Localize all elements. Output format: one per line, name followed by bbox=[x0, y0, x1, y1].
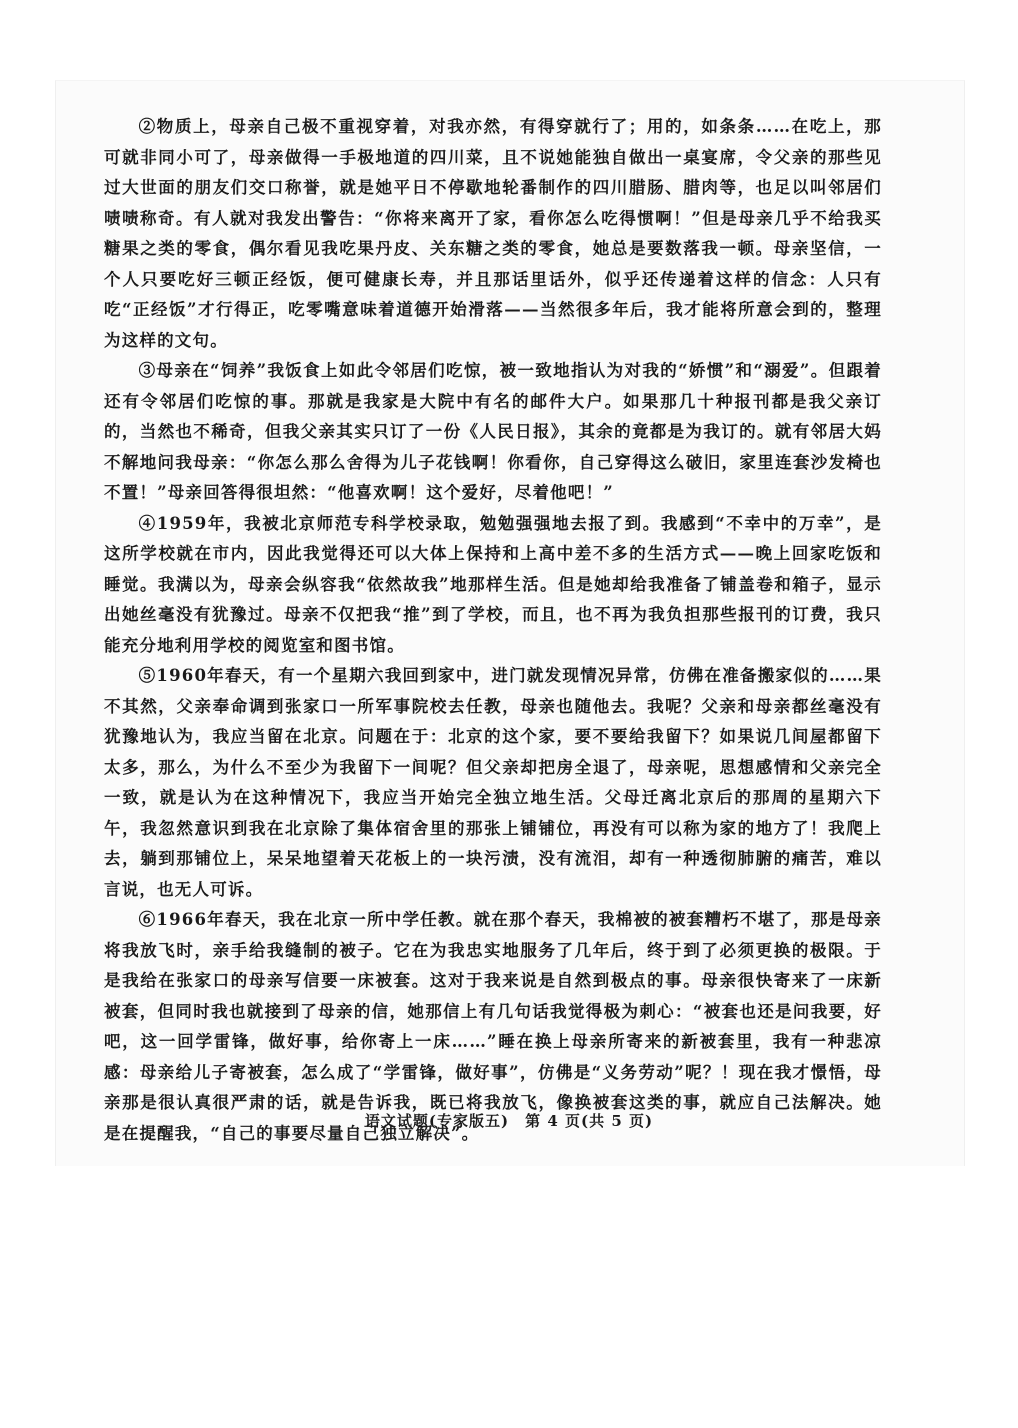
passage-text bbox=[104, 112, 882, 1149]
paragraph-4: ④1959年，我被北京师范专科学校录取，勉勉强强地去报了到。我感到“不幸中的万幸”，是这所学校就在市内，因此我觉得还可以大体上保持和上高中差不多的生活方式——晚上回家吃饭和睡觉。我满以为，母亲会纵容我“依然故我”地那样生活。但是她却给我准备了铺盖卷和箱子，显示出她丝毫没有犹豫过。母亲不仅把我“推”到了学校，而且，也不再为我负担那些报刊的订费，我只能充分地利用学校的阅览室和图书馆。 bbox=[104, 513, 882, 655]
page-footer: 语文试题(专家版五) 第 4 页(共 5 页) bbox=[364, 1112, 654, 1130]
paragraph-5: ⑤1960年春天，有一个星期六我回到家中，进门就发现情况异常，仿佛在准备搬家似的……果不其然，父亲奉命调到张家口一所军事院校去任教，母亲也随他去。我呢？父亲和母亲都丝毫没有犹豫地认为，我应当留在北京。问题在于：北京的这个家，要不要给我留下？如果说几间屋都留下太多，那么，为什么不至少为我留下一间呢？但父亲却把房全退了，母亲呢，思想感情和父亲完全一致，就是认为在这种情况下，我应当开始完全独立地生活。父母迁离北京后的那周的星期六下午，我忽然意识到我在北京除了集体宿舍里的那张上铺铺位，再没有可以称为家的地方了！我爬上去，躺到那铺位上，呆呆地望着天花板上的一块污渍，没有流泪，却有一种透彻肺腑的痛苦，难以言说，也无人可诉。 bbox=[104, 666, 882, 899]
paragraph-6: ⑥1966年春天，我在北京一所中学任教。就在那个春天，我棉被的被套糟朽不堪了，那是母亲将我放飞时，亲手给我缝制的被子。它在为我忠实地服务了几年后，终于到了必须更换的极限。于是我给在张家口的母亲写信要一床被套。这对于我来说是自然到极点的事。母亲很快寄来了一床新被套，但同时我也就接到了母亲的信，她那信上有几句话我觉得极为刺心：“被套也还是问我要，好吧，这一回学雷锋，做好事，给你寄上一床……”睡在换上母亲所寄来的新被套里，我有一种悲凉感：母亲给儿子寄被套，怎么成了“学雷锋，做好事”，仿佛是“义务劳动”呢？！现在我才憬悟，母亲那是很认真很严肃的话，就是告诉我，既已将我放飞，像换被套这类的事，就应自己法解决。她是在提醒我，“自己的事要尽量自己独立解决”。 bbox=[104, 910, 882, 1143]
paragraph-2: ②物质上，母亲自己极不重视穿着，对我亦然，有得穿就行了；用的，如条条……在吃上，那可就非同小可了，母亲做得一手极地道的四川菜，且不说她能独自做出一桌宴席，令父亲的那些见过大世面的朋友们交口称誉，就是她平日不停歇地轮番制作的四川腊肠、腊肉等，也足以叫邻居们啧啧称奇。有人就对我发出警告：“你将来离开了家，看你怎么吃得惯啊！”但是母亲几乎不给我买糖果之类的零食，偶尔看见我吃果丹皮、关东糖之类的零食，她总是要数落我一顿。母亲坚信，一个人只要吃好三顿正经饭，便可健康长寿，并且那话里话外，似乎还传递着这样的信念：人只有吃“正经饭”才行得正，吃零嘴意味着道德开始滑落——当然很多年后，我才能将所意会到的，整理为这样的文句。 bbox=[104, 117, 882, 350]
paragraph-3: ③母亲在“饲养”我饭食上如此令邻居们吃惊，被一致地指认为对我的“娇惯”和“溺爱”。但跟着还有令邻居们吃惊的事。那就是我家是大院中有名的邮件大户。如果那几十种报刊都是我父亲订的，当然也不稀奇，但我父亲其实只订了一份《人民日报》，其余的竟都是为我订的。就有邻居大妈不解地问我母亲：“你怎么那么舍得为儿子花钱啊！你看你，自己穿得这么破旧，家里连套沙发椅也不置！”母亲回答得很坦然：“他喜欢啊！这个爱好，尽着他吧！” bbox=[104, 361, 882, 502]
